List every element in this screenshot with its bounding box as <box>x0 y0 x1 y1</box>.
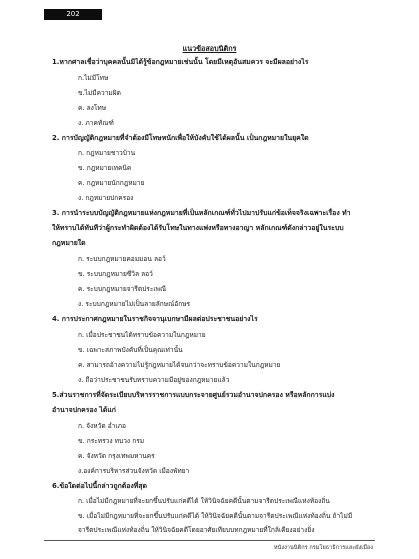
option-1c: ค. ลงโทษ <box>78 104 107 112</box>
option-4d: ง. ถือว่าประชาชนรับทราบความมีอยู่ของกฎหมายแล้ว <box>78 376 230 384</box>
option-3d: ง. ระบบกฎหมายไม่เป็นลายลักษณ์อักษร <box>78 300 191 308</box>
option-5b: ข. กระทรวง ทบวง กรม <box>78 437 145 445</box>
option-3a: ก. ระบบกฎหมายคอมมอน ลอว์ <box>78 255 166 263</box>
option-2b: ข. กฎหมายเทคนิค <box>78 164 132 172</box>
question-4: 4. การประกาศกฎหมายในราชกิจจานุเบกษามีผลต่อประชาชนอย่างไร <box>52 315 258 323</box>
option-1a: ก.ไม่มีโทษ <box>78 74 109 82</box>
option-4a: ก. เมื่อประชาชนได้ทราบข้อความในกฎหมาย <box>78 331 206 339</box>
footer-divider <box>44 540 375 541</box>
question-3-line-1: 3. การนำระบบบัญญัติกฎหมายแห่งกฎหมายที่เป็นหลักเกณฑ์ทั่วไปมาปรับแก่ข้อเท็จจริงเฉพาะเรื่อง ทำ <box>52 209 351 217</box>
page-footer: หนังงานนิติกร กรมโยธาธิการและผังเมือง <box>273 545 373 551</box>
question-3-line-2: ให้ทราบได้ทันทีว่าผู้กระทำผิดต้องได้รับโทษในทางแพ่งหรือทางอาญา หลักเกณฑ์ดังกล่าวอยู่ในระบบ <box>52 224 344 232</box>
option-5d: ง.องค์การบริหารส่วนจังหวัด เมืองพัทยา <box>78 467 190 475</box>
option-5a: ก. จังหวัด อำเภอ <box>78 422 126 430</box>
option-6a: ก. เมื่อไม่มีกฎหมายที่จะยกขึ้นปรับแก่คดีได้ ให้วินิจฉัยคดีนั้นตามจารีตประเพณีแห่งท้องถิ่น <box>78 497 330 505</box>
option-1d: ง. ภาคทัณฑ์ <box>78 119 114 127</box>
question-1: 1.หากศาลเชื่อว่าบุคคลนั้นมิได้รู้ข้อกฎหมายเช่นนั้น โดยมีเหตุอันสมควร จะมีผลอย่างไร <box>52 58 309 66</box>
question-5-line-1: 5.ส่วนราชการที่จัดระเบียบบริหารราชการแบบกระจายศูนย์รวมอำนาจปกครอง หรือหลักการแบ่ง <box>52 391 335 399</box>
option-2c: ค. กฎหมายนักกฎหมาย <box>78 179 145 187</box>
page-number: 202 <box>44 9 102 20</box>
option-4c: ค. สามารถอ้างความไม่รู้กฎหมายได้จนกว่าจะทราบข้อความในกฎหมาย <box>78 361 281 369</box>
option-2d: ง. กฎหมายปกครอง <box>78 194 134 202</box>
question-6: 6.ข้อใดต่อไปนี้กล่าวถูกต้องที่สุด <box>52 482 147 490</box>
question-2: 2. การบัญญัติกฎหมายที่จำต้องมีโทษหนักเพื่อให้บังคับใช้ได้ผลนั้น เป็นกฎหมายในยุคใด <box>52 134 309 142</box>
option-3c: ค. ระบบกฎหมายจารีตประเพณี <box>78 285 167 293</box>
question-5-line-2: อำนาจปกครอง ได้แก่ <box>52 406 116 414</box>
page-title: แนวข้อสอบนิติกร <box>182 44 237 53</box>
option-5c: ค. จังหวัด กรุงเทพมหานคร <box>78 452 155 460</box>
option-6b-line-2: จารีตประเพณีแห่งท้องถิ่น ให้วินิจฉัยคดีโดยอาศัยเทียบบทกฎหมายที่ใกล้เคียงอย่างยิ่ง <box>78 526 315 534</box>
option-2a: ก. กฎหมายชาวบ้าน <box>78 149 136 157</box>
option-4b: ข. เฉพาะสภาพบังคับที่เป็นคุณเท่านั้น <box>78 346 183 354</box>
option-3b: ข. ระบบกฎหมายซีวิล ลอว์ <box>78 270 153 278</box>
option-1b: ข.ไม่มีความผิด <box>78 89 121 97</box>
question-3-line-3: กฎหมายใด <box>52 239 86 247</box>
option-6b-line-1: ข. เมื่อไม่มีกฎหมายที่จะยกขึ้นปรับแก่คดีได้ ให้วินิจฉัยคดีนั้นตามจารีตประเพณีแห่งท้องถิ่น ถ้าไม่มี <box>78 512 353 520</box>
